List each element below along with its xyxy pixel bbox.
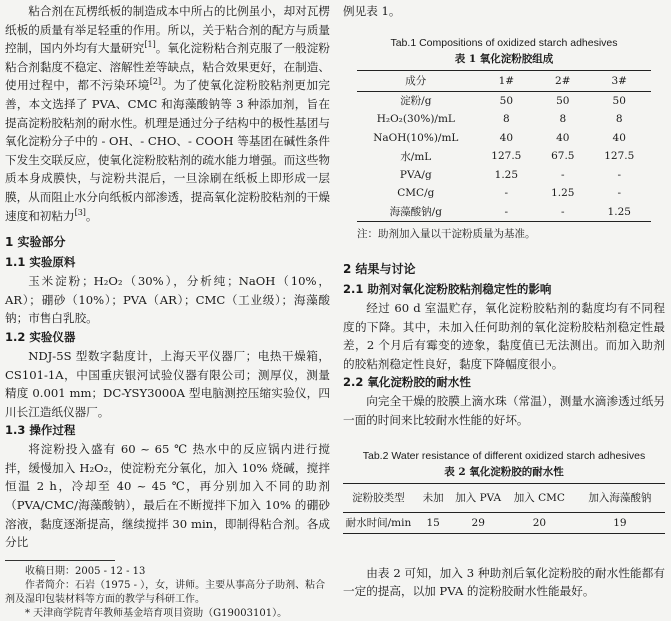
table-cell: 127.5	[491, 150, 522, 163]
table-cell: 19	[575, 512, 665, 533]
table-header-row	[343, 483, 665, 512]
table-cell: 40	[499, 131, 514, 144]
table-cell: PVA/g	[399, 168, 432, 181]
table-cell: 40	[612, 131, 626, 144]
citation-3[interactable]: [3]	[74, 207, 86, 217]
table-cell: 29	[452, 512, 504, 533]
table-2-block	[343, 448, 665, 534]
citation-1[interactable]: [1]	[144, 40, 156, 50]
table-row	[357, 110, 651, 129]
table-header-cell: 加入 PVA	[452, 483, 504, 512]
table-cell: 50	[612, 94, 626, 107]
table-cell: 淀粉/g	[400, 95, 432, 108]
table-cell: -	[538, 203, 587, 222]
continuation-line: 例见表 1。	[343, 4, 401, 18]
right-column	[343, 0, 665, 601]
table-cell: 127.5	[604, 150, 635, 163]
table-cell: -	[617, 187, 622, 200]
table-cell: 1.25	[494, 168, 519, 181]
table-cell: 40	[556, 131, 570, 144]
table-cell: 8	[559, 113, 567, 126]
table-cell: 20	[504, 512, 575, 533]
table-header-cell: 3#	[587, 70, 651, 91]
table-1-note: 注：助剂加入量以干淀粉质量为基准。	[357, 228, 536, 241]
footnote-received: 收稿日期：2005 - 12 - 13	[25, 565, 146, 577]
subsection-heading-1-3: 1.3 操作过程	[5, 423, 76, 438]
table-cell: -	[475, 203, 538, 222]
table-2	[343, 483, 665, 534]
citation-2[interactable]: [2]	[149, 77, 162, 87]
table-cell: H₂O₂(30%)/mL	[376, 113, 455, 126]
table-cell: 50	[556, 94, 570, 107]
table-cell: -	[504, 187, 509, 200]
table-cell: -	[561, 168, 565, 181]
instruments-paragraph: NDJ-5S 型数字黏度计，上海天平仪器厂；电热干燥箱，CS101-1A，中国重庆银河试验仪器有限公司；测厚仪，测量精度 0.001 mm；DC-YSY3000A 型电脑测控压缩实验仪，四川长江造纸仪器厂。	[5, 348, 330, 419]
table-header-row	[357, 70, 651, 91]
table-cell: 耐水时间/min	[343, 512, 414, 533]
table-row	[343, 512, 665, 533]
footnote-author: 作者简介：石岩（1975 - ），女，讲师。主要从事高分子助剂、粘合剂及湿印包装材料等方面的教学与科研工作。	[5, 579, 326, 605]
table-cell: 水/mL	[400, 150, 432, 163]
table-cell: 1.25	[551, 187, 575, 200]
table-cell: 8	[615, 113, 623, 126]
table-cell: -	[617, 168, 622, 181]
table-cell: 15	[414, 512, 453, 533]
table-cell: 67.5	[551, 150, 575, 163]
table-cell: 8	[502, 113, 510, 126]
table-header-cell: 2#	[538, 70, 587, 91]
table-cell: NaOH(10%)/mL	[373, 131, 459, 144]
stability-paragraph: 经过 60 d 室温贮存，氧化淀粉胶粘剂的黏度均有不同程度的下降。其中，未加入任何助剂的氧化淀粉胶粘剂稳定性最差，2 个月后有霉变的迹象，黏度值已无法测出。而加入助剂的胶粘剂稳定性良好，黏度下降幅度很小。	[343, 301, 665, 371]
procedure-paragraph: 将淀粉投入盛有 60 ~ 65 ℃ 热水中的反应锅内进行搅拌，缓慢加入 H₂O₂，使淀粉充分氧化，加入 10% 烧碱，搅拌恒温 2 h，冷却至 40 ~ 45 ℃，再分别加入不同的助剂（PVA/CMC/海藻酸钠），最后在不断搅拌下加入 10% 的硼砂溶液，黏度逐渐提高，继续搅拌 30 min，即制得粘合剂。各成分比	[5, 442, 330, 550]
table-2-caption-en: Tab.2 Water resistance of different oxidized starch adhesives	[362, 449, 646, 462]
subsection-heading-2-2: 2.2 氧化淀粉胶的耐水性	[343, 375, 471, 390]
left-column	[5, 0, 330, 621]
table-cell: 海藻酸钠/g	[357, 203, 475, 222]
materials-paragraph: 玉米淀粉；H₂O₂（30%），分析纯；NaOH（10%，AR）；硼砂（10%）；PVA（AR）；CMC（工业级）；海藻酸钠；市售白乳胶。	[5, 274, 330, 326]
section-heading-1: 1 实验部分	[5, 235, 66, 250]
table-header-cell: 未加	[414, 483, 453, 512]
table-row	[357, 184, 651, 203]
water-resistance-paragraph: 向完全干燥的胶膜上滴水珠（常温），测量水滴渗透过纸另一面的时间来比较耐水性能的好坏。	[343, 394, 665, 428]
table-cell: CMC/g	[397, 187, 435, 200]
table-header-cell: 1#	[475, 70, 538, 91]
footnote-divider	[5, 560, 115, 561]
table-row	[357, 203, 651, 222]
conclusion-paragraph: 由表 2 可知，加入 3 种助剂后氧化淀粉胶的耐水性能都有一定的提高，以加 PVA 的淀粉胶耐水性能最好。	[343, 565, 665, 599]
footnote-fund: * 天津商学院青年教师基金培育项目资助（G19003101）。	[25, 607, 288, 619]
table-1-block	[343, 35, 665, 243]
table-row	[357, 166, 651, 185]
table-row	[357, 147, 651, 166]
subsection-heading-1-2: 1.2 实验仪器	[5, 329, 76, 344]
section-heading-2: 2 结果与讨论	[343, 262, 416, 277]
table-header-cell: 淀粉胶类型	[343, 483, 414, 512]
table-header-cell: 加入 CMC	[504, 483, 575, 512]
table-row	[357, 91, 651, 110]
table-row	[357, 129, 651, 148]
table-1-caption-zh: 表 1 氧化淀粉胶组成	[454, 52, 554, 65]
subsection-heading-2-1: 2.1 助剂对氧化淀粉胶粘剂稳定性的影响	[343, 282, 552, 297]
table-cell: 1.25	[587, 203, 651, 222]
subsection-heading-1-1: 1.1 实验原料	[5, 255, 76, 270]
table-header-cell: 加入海藻酸钠	[575, 483, 665, 512]
table-header-cell: 成分	[357, 70, 475, 91]
table-cell: 50	[499, 94, 514, 107]
table-1	[357, 70, 651, 223]
table-1-caption-en: Tab.1 Compositions of oxidized starch adhesives	[390, 36, 618, 49]
table-2-caption-zh: 表 2 氧化淀粉胶的耐水性	[444, 465, 564, 478]
intro-paragraph: 粘合剂在瓦楞纸板的制造成本中所占的比例虽小，却对瓦楞纸板的质量有举足轻重的作用。所以，关于粘合剂的配方与质量控制，国内外均有大量研究[1]。氧化淀粉粘合剂克服了一般淀粉粘合剂黏度不稳定、溶解性差等缺点，粘合效果更好，在制造、使用过程中，都不污染环境[2]。为了使氧化淀粉胶粘剂更加完善，本文选择了 PVA、CMC 和海藻酸钠等 3 种添加剂，旨在提高淀粉胶粘剂的耐水性。机理是通过分子结构中的极性基团与氧化淀粉分子中的 - OH、- CHO、- COOH 等基团在碱性条件下发生交联反应，使氧化淀粉胶粘剂的疏水能力增强。而这些物质本身成膜快，与淀粉共混后，一旦涂刷在纸板上即形成一层膜，从而阻止水分向纸板内部渗透，提高氧化淀粉胶粘剂的干燥速度和初粘力[3]。	[5, 4, 330, 223]
